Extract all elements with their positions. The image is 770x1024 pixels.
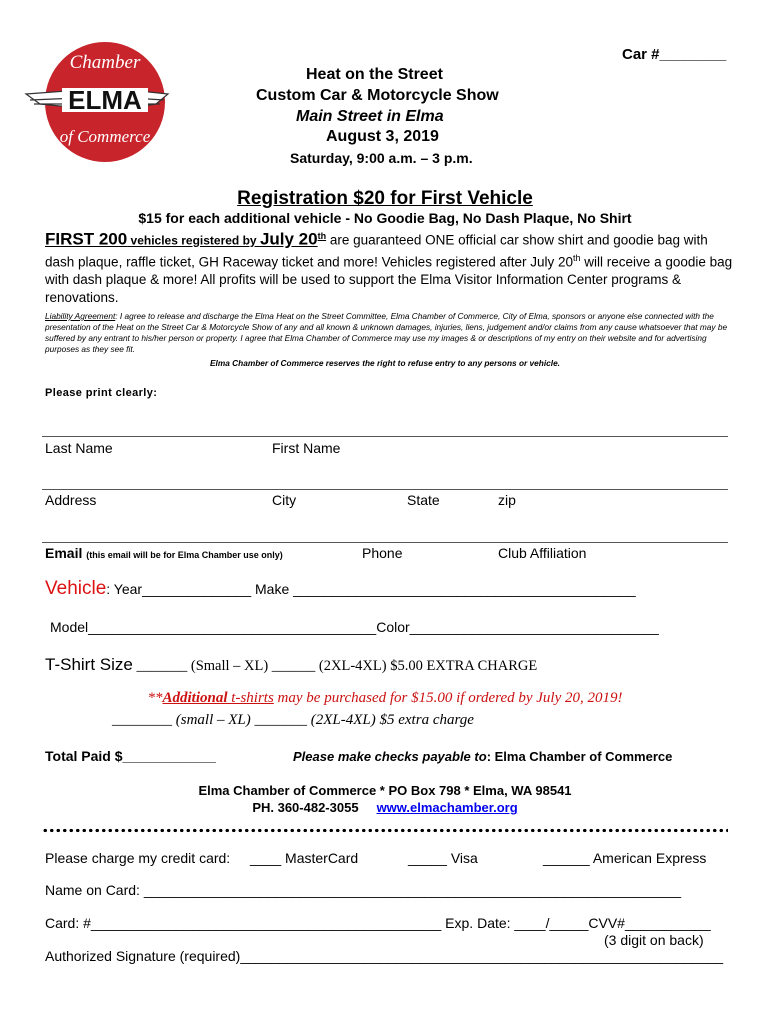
payable-name: : Elma Chamber of Commerce [486, 749, 673, 764]
event-time: Saturday, 9:00 a.m. – 3 p.m. [290, 150, 473, 166]
registration-paragraph [45, 228, 735, 306]
after-rest: will receive a goodie bag with dash plaque & more! All profits will be used to support the Elma Visitor Information Center programs & renovations. [45, 254, 733, 305]
cvv-note: (3 digit on back) [604, 932, 704, 948]
car-number-field[interactable]: Car #________ [622, 46, 727, 63]
first-200: FIRST 200 [45, 229, 128, 249]
july-20: July 20 [259, 229, 318, 249]
state-label: State [407, 492, 440, 508]
signature-field[interactable]: Authorized Signature (required)______________________________________________________________ [45, 948, 724, 964]
city-label: City [272, 492, 297, 508]
mastercard-option[interactable]: ____ MasterCard [250, 850, 359, 866]
email-line[interactable] [42, 542, 728, 543]
tshirt-label: T-Shirt Size [45, 655, 133, 674]
logo-text-bottom: of Commerce [59, 127, 151, 146]
asterisks: ** [147, 690, 163, 706]
first-name-label: First Name [272, 440, 341, 456]
additional-vehicle-note: $15 for each additional vehicle - No Goodie Bag, No Dash Plaque, No Shirt [138, 210, 632, 226]
additional-tshirts-note [0, 690, 770, 707]
card-number-field[interactable]: Card: #_____________________________________________ Exp. Date: ____/_____CVV#___________ [45, 915, 711, 931]
name-line[interactable] [42, 436, 728, 437]
address-label: Address [45, 492, 97, 508]
website-link[interactable]: www.elmachamber.org [376, 800, 518, 815]
vehicle-row[interactable] [45, 578, 636, 600]
amex-option[interactable]: ______ American Express [543, 850, 707, 866]
first-200-mid: vehicles registered by [127, 233, 260, 248]
additional-rest: may be purchased for $15.00 if ordered by July 20, 2019! [273, 690, 623, 706]
tshirts-word: t-shirts [227, 690, 274, 706]
zip-label: zip [498, 492, 516, 508]
event-date: August 3, 2019 [326, 128, 439, 145]
logo-text-center: ELMA [68, 85, 142, 115]
additional-word: Additional [162, 690, 228, 706]
dotted-divider [42, 828, 728, 833]
event-title: Heat on the Street [306, 66, 443, 83]
sup-th: th [317, 231, 327, 241]
email-note: (this email will be for Elma Chamber use only) [86, 550, 283, 560]
tshirt-row[interactable] [45, 655, 537, 675]
tshirt-options[interactable]: _______ (Small – XL) ______ (2XL-4XL) $5.00 EXTRA CHARGE [132, 658, 538, 674]
vehicle-fields[interactable]: : Year______________ Make ____________________________________________ [106, 581, 636, 597]
phone-label: Phone [362, 545, 403, 561]
registration-title: Registration $20 for First Vehicle [237, 188, 533, 209]
reserve-right: Elma Chamber of Commerce reserves the right to refuse entry to any persons or vehicle. [210, 358, 560, 368]
event-location: Main Street in Elma [296, 108, 444, 125]
payable-label: Please make checks payable to [293, 749, 487, 764]
please-print: Please print clearly: [45, 387, 158, 399]
contact-phone: PH. 360-482-3055 [252, 800, 359, 815]
email-label: Email [45, 545, 83, 561]
liability-agreement [45, 311, 735, 355]
name-on-card-field[interactable]: Name on Card: _____________________________________________________________________ [45, 882, 682, 898]
charge-label: Please charge my credit card: [45, 850, 231, 866]
event-subtitle: Custom Car & Motorcycle Show [256, 87, 499, 104]
logo-text-top: Chamber [69, 52, 141, 73]
email-label-wrap [45, 545, 283, 561]
additional-tshirt-options[interactable]: ________ (small – XL) _______ (2XL-4XL) $5 extra charge [112, 712, 474, 728]
contact-phone-row [0, 800, 770, 815]
payable-to [293, 749, 672, 764]
contact-address: Elma Chamber of Commerce * PO Box 798 * Elma, WA 98541 [198, 783, 572, 798]
liability-text: : I agree to release and discharge the Elma Heat on the Street Committee, Elma Chamber of Commerce, City of Elma, sponsors or anyone else connected with the presentation of the Heat on the Street Car & Motorcycle Show of any and all known & unknown damages, injuries, liens, judgement and/or claims from any cause whatsoever that may be suffered by any entrant to his/her person or property. I agree that Elma Chamber of Commerce may use my images & or descriptions of my entry on their website and for advertising purposes as they see fit. [45, 311, 728, 354]
total-paid-field[interactable]: Total Paid $____________ [45, 748, 216, 764]
address-line[interactable] [42, 489, 728, 490]
liability-label: Liability Agreement [45, 311, 116, 321]
chamber-logo [22, 38, 172, 166]
last-name-label: Last Name [45, 440, 113, 456]
visa-option[interactable]: _____ Visa [408, 850, 478, 866]
sup-th-2: th [573, 253, 581, 263]
club-label: Club Affiliation [498, 545, 587, 561]
vehicle-label: Vehicle [45, 578, 107, 599]
model-color-row[interactable]: Model_____________________________________Color________________________________ [50, 619, 659, 635]
first-200-rest: are guaranteed ONE official car show shirt and goodie bag with dash plaque, raffle ticket, GH Raceway ticket and more! Vehicles registered after July 20 [45, 232, 708, 270]
